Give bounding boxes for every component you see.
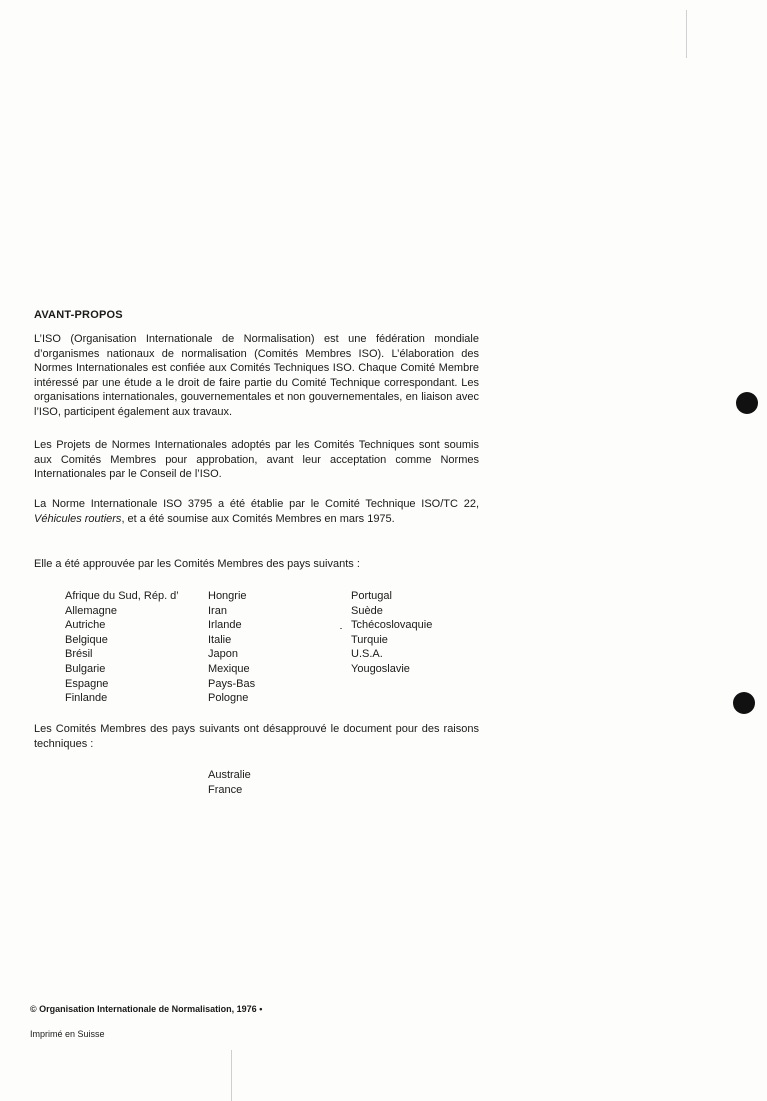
country-item: Australie [208, 769, 251, 781]
disapproved-intro: Les Comités Membres des pays suivants ont désapprouvé le document pour des raisons techniques : [34, 723, 479, 750]
country-item: Allemagne [65, 604, 117, 617]
country-item: Turquie [351, 633, 388, 646]
copyright-notice: © Organisation Internationale de Normalisation, 1976 • [30, 1004, 263, 1014]
country-item: Afrique du Sud, Rép. d’ [65, 590, 179, 602]
country-item: Autriche [65, 619, 106, 632]
country-item: Brésil [65, 648, 93, 661]
country-item: Japon [208, 648, 238, 661]
foreword-heading: AVANT-PROPOS [34, 309, 123, 321]
approved-countries-column-1 [65, 589, 179, 706]
country-item: Belgique [65, 633, 108, 646]
origin-text-end: , et a été soumise aux Comités Membres en mars 1975. [121, 512, 395, 525]
country-item: Hongrie [208, 590, 247, 602]
printed-in: Imprimé en Suisse [30, 1029, 105, 1039]
country-item: U.S.A. [351, 648, 383, 661]
paragraph-standard-origin [34, 497, 479, 526]
punch-hole-bottom [733, 692, 755, 714]
approved-countries-column-2 [208, 589, 255, 706]
country-item: Pays-Bas [208, 677, 256, 690]
country-item: Espagne [65, 677, 109, 690]
country-item: Irlande [208, 619, 242, 632]
country-item: Iran [208, 604, 227, 617]
scan-mark-bottom [231, 1050, 232, 1101]
paragraph-draft-standards: Les Projets de Normes Internationales adoptés par les Comités Techniques sont soumis aux Comités Membres pour approbation, avant leur acceptation comme Normes Internationales par le Conseil de l’ISO. [34, 439, 479, 481]
paragraph-iso-intro: L’ISO (Organisation Internationale de Normalisation) est une fédération mondiale d’organismes nationaux de normalisation (Comités Membres ISO). L’élaboration des Normes Internationales est confiée aux Comités Techniques ISO. Chaque Comité Membre intéressé par une étude a le droit de faire partie du Comité Technique correspondant. Les organisations internationales, gouvernementales et non gouvernementales, en liaison avec l’ISO, participent également aux travaux. [34, 333, 479, 418]
country-item: Finlande [65, 692, 108, 705]
approved-intro: Elle a été approuvée par les Comités Membres des pays suivants : [34, 558, 360, 570]
country-item: Tchécoslovaquie [351, 619, 433, 632]
country-item: Yougoslavie [351, 662, 410, 675]
origin-text-start: La Norme Internationale ISO 3795 a été établie par le Comité Technique ISO/TC 22, [34, 498, 479, 510]
scan-mark-top [686, 10, 687, 58]
country-item: Bulgarie [65, 662, 106, 675]
country-item: Suède [351, 604, 383, 617]
scan-speck [340, 628, 342, 629]
approved-countries-column-3 [351, 589, 432, 677]
committee-title: Véhicules routiers [34, 512, 122, 525]
country-item: Mexique [208, 662, 250, 675]
country-item: Pologne [208, 692, 249, 705]
disapproved-countries-list [208, 768, 251, 797]
country-item: Portugal [351, 590, 392, 602]
country-item: France [208, 783, 243, 796]
punch-hole-top [736, 392, 758, 414]
country-item: Italie [208, 633, 232, 646]
